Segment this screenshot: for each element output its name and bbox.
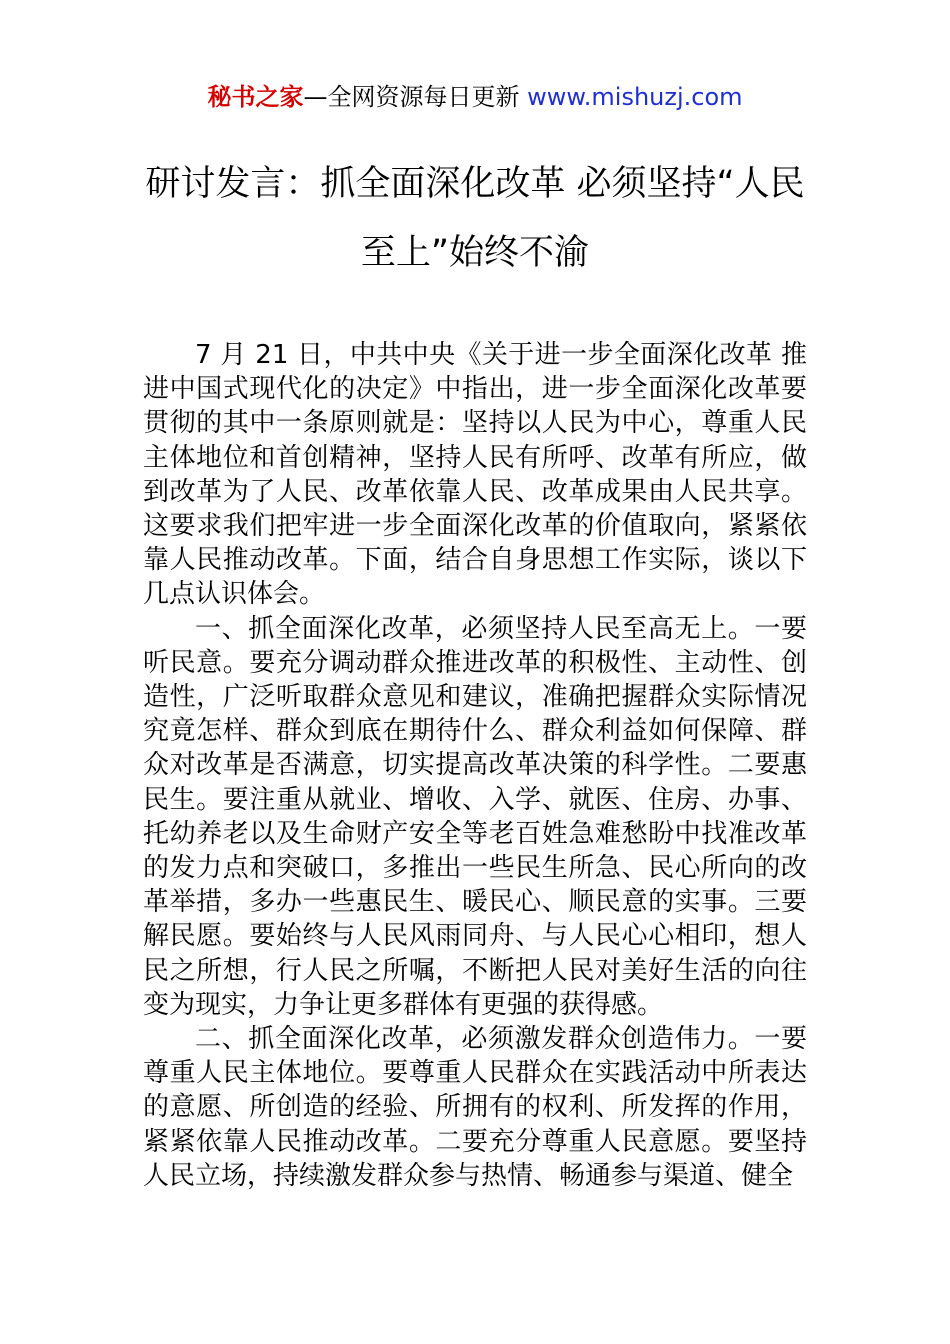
site-url-link[interactable]: www.mishuzj.com — [527, 83, 743, 111]
paragraph-section-2: 二、抓全面深化改革，必须激发群众创造伟力。一要尊重人民主体地位。要尊重人民群众在实践活动中所表达的意愿、所创造的经验、所拥有的权利、所发挥的作用，紧紧依靠人民推动改革。二要充分尊重人民意愿。要坚持人民立场，持续激发群众参与热情、畅通参与渠道、健全 — [143, 1024, 807, 1191]
header-tagline: —全网资源每日更新 — [303, 83, 528, 111]
site-header — [0, 80, 950, 114]
paragraph-section-1: 一、抓全面深化改革，必须坚持人民至高无上。一要听民意。要充分调动群众推进改革的积极性、主动性、创造性，广泛听取群众意见和建议，准确把握群众实际情况究竟怎样、群众到底在期待什么、群众利益如何保障、群众对改革是否满意，切实提高改革决策的科学性。二要惠民生。要注重从就业、增收、入学、就医、住房、办事、托幼养老以及生命财产安全等老百姓急难愁盼中找准改革的发力点和突破口，多推出一些民生所急、民心所向的改革举措，多办一些惠民生、暖民心、顺民意的实事。三要解民愿。要始终与人民风雨同舟、与人民心心相印，想人民之所想，行人民之所嘱，不断把人民对美好生活的向往变为现实，力争让更多群体有更强的获得感。 — [143, 613, 807, 1020]
document-title: 研讨发言：抓全面深化改革 必须坚持“人民至上”始终不渝 — [145, 164, 805, 273]
document-body — [143, 338, 807, 1193]
brand-name: 秘书之家 — [207, 83, 304, 111]
paragraph-intro: 7 月 21 日，中共中央《关于进一步全面深化改革 推进中国式现代化的决定》中指出，进一步全面深化改革要贯彻的其中一条原则就是：坚持以人民为中心，尊重人民主体地位和首创精神，坚持人民有所呼、改革有所应，做到改革为了人民、改革依靠人民、改革成果由人民共享。这要求我们把牢进一步全面深化改革的价值取向，紧紧依靠人民推动改革。下面，结合自身思想工作实际，谈以下几点认识体会。 — [143, 340, 807, 610]
